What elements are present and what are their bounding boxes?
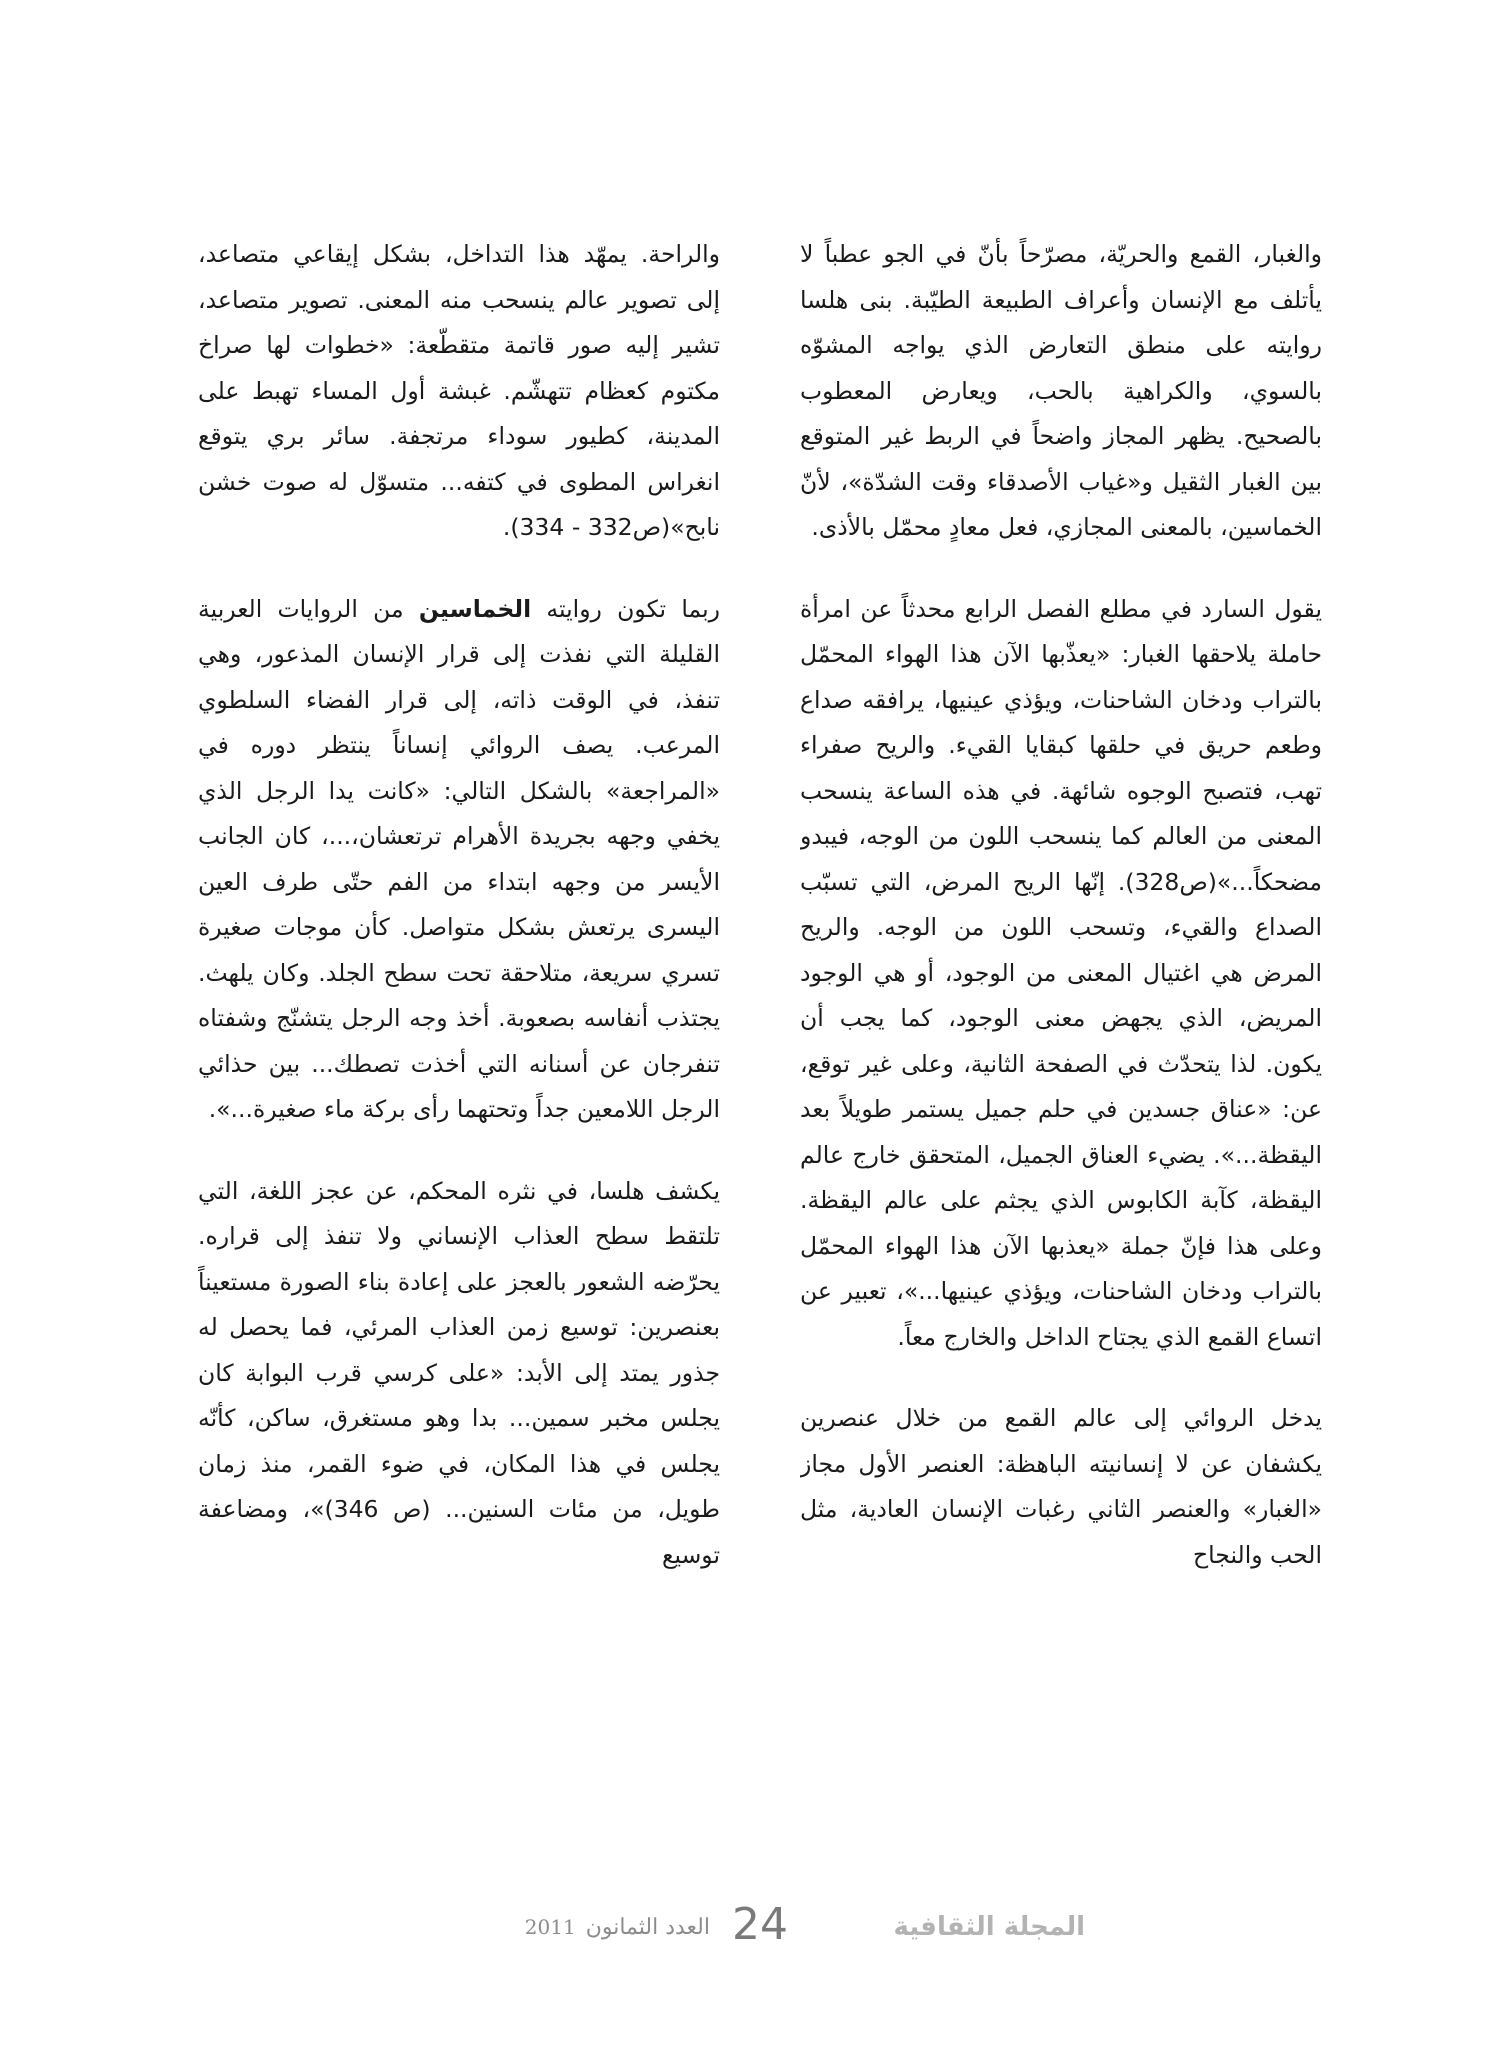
left-paragraph-1: والراحة. يمهّد هذا التداخل، بشكل إيقاعي متصاعد، إلى تصوير عالم ينسحب منه المعنى. تصوير متصاعد، تشير إليه صور قاتمة متقطّعة: «خطوات لها صراخ مكتوم كعظام تتهشّم. غبشة أول المساء تهبط على المدينة، كطيور سوداء مرتجفة. سائر بري يتوقع انغراس المطوى في كتفه... متسوّل له صوت خشن نابح»(ص332 - 334). bbox=[198, 240, 720, 541]
issue-year: 2011 bbox=[524, 1915, 576, 1939]
footer-issue bbox=[440, 1907, 710, 1947]
magazine-name: المجلة الثقافية bbox=[893, 1912, 1085, 1942]
right-paragraph-1: والغبار، القمع والحريّة، مصرّحاً بأنّ في الجو عطباً لا يأتلف مع الإنسان وأعراف الطبيعة الطيّبة. بنى هلسا روايته على منطق التعارض الذي يواجه المشوّه بالسوي، والكراهية بالحب، ويعارض المعطوب بالصحيح. يظهر المجاز واضحاً في الربط غير المتوقع بين الغبار الثقيل و«غياب الأصدقاء وقت الشدّة»، لأنّ الخماسين، بالمعنى المجازي، فعل معادٍ محمّل بالأذى. bbox=[800, 240, 1322, 541]
left-paragraph-3: يكشف هلسا، في نثره المحكم، عن عجز اللغة، التي تلتقط سطح العذاب الإنساني ولا تنفذ إلى قراره. يحرّضه الشعور بالعجز على إعادة بناء الصورة مستعيناً بعنصرين: توسيع زمن العذاب المرئي، فما يحصل له جذور يمتد إلى الأبد: «على كرسي قرب البوابة كان يجلس مخبر سمين... بدا وهو مستغرق، ساكن، كأنّه يجلس في هذا المكان، في ضوء القمر، منذ زمان طويل، من مئات السنين... (ص 346)»، ومضاعفة توسيع bbox=[198, 1176, 720, 1569]
page-number: 24 bbox=[732, 1899, 788, 1950]
left-paragraph-2 bbox=[198, 587, 720, 1133]
issue-label: العدد الثمانون bbox=[585, 1915, 710, 1940]
right-paragraph-3: يدخل الروائي إلى عالم القمع من خلال عنصرين يكشفان عن لا إنسانيته الباهظة: العنصر الأول مجاز «الغبار» والعنصر الثاني رغبات الإنسان العادية، مثل الحب والنجاح bbox=[800, 1404, 1322, 1569]
left-column bbox=[198, 232, 720, 1872]
novel-title: الخماسين bbox=[418, 594, 532, 623]
right-column bbox=[800, 232, 1322, 1872]
page-footer bbox=[0, 1897, 1497, 1957]
left-paragraph-2-rest: من الروايات العربية القليلة التي نفذت إلى قرار الإنسان المذعور، وهي تنفذ، في الوقت ذاته، إلى قرار الفضاء السلطوي المرعب. يصف الروائي إنساناً ينتظر دوره في «المراجعة» بالشكل التالي: «كانت يدا الرجل الذي يخفي وجهه بجريدة الأهرام ترتعشان،...، كان الجانب الأيسر من وجهه ابتداء من الفم حتّى طرف العين اليسرى يرتعش بشكل متواصل. كأن موجات صغيرة تسري سريعة، متلاحقة تحت سطح الجلد. وكان يلهث. يجتذب أنفاسه بصعوبة. أخذ وجه الرجل يتشنّج وشفتاه تنفرجان عن أسنانه التي أخذت تصطك... بين حذائي الرجل اللامعين جداً وتحتهما رأى بركة ماء صغيرة...». bbox=[198, 594, 720, 1123]
right-paragraph-2: يقول السارد في مطلع الفصل الرابع محدثاً عن امرأة حاملة يلاحقها الغبار: «يعذّبها الآن هذا الهواء المحمّل بالتراب ودخان الشاحنات، ويؤذي عينيها، يرافقه صداع وطعم حريق في حلقها كبقايا القيء. والريح صفراء تهب، فتصبح الوجوه شائهة. في هذه الساعة ينسحب المعنى من العالم كما ينسحب اللون من الوجه، فيبدو مضحكاً...»(ص328). إنّها الريح المرض، التي تسبّب الصداع والقيء، وتسحب اللون من الوجه. والريح المرض هي اغتيال المعنى من الوجود، أو هي الوجود المريض، الذي يجهض معنى الوجود، كما يجب أن يكون. لذا يتحدّث في الصفحة الثانية، وعلى غير توقع، عن: «عناق جسدين في حلم جميل يستمر طويلاً بعد اليقظة...». يضيء العناق الجميل، المتحقق خارج عالم اليقظة، كآبة الكابوس الذي يجثم على عالم اليقظة. وعلى هذا فإنّ جملة «يعذبها الآن هذا الهواء المحمّل بالتراب ودخان الشاحنات، ويؤذي عينيها...»، تعبير عن اتساع القمع الذي يجتاح الداخل والخارج معاً. bbox=[800, 594, 1322, 1351]
left-paragraph-2-start: ربما تكون روايته bbox=[531, 594, 720, 623]
